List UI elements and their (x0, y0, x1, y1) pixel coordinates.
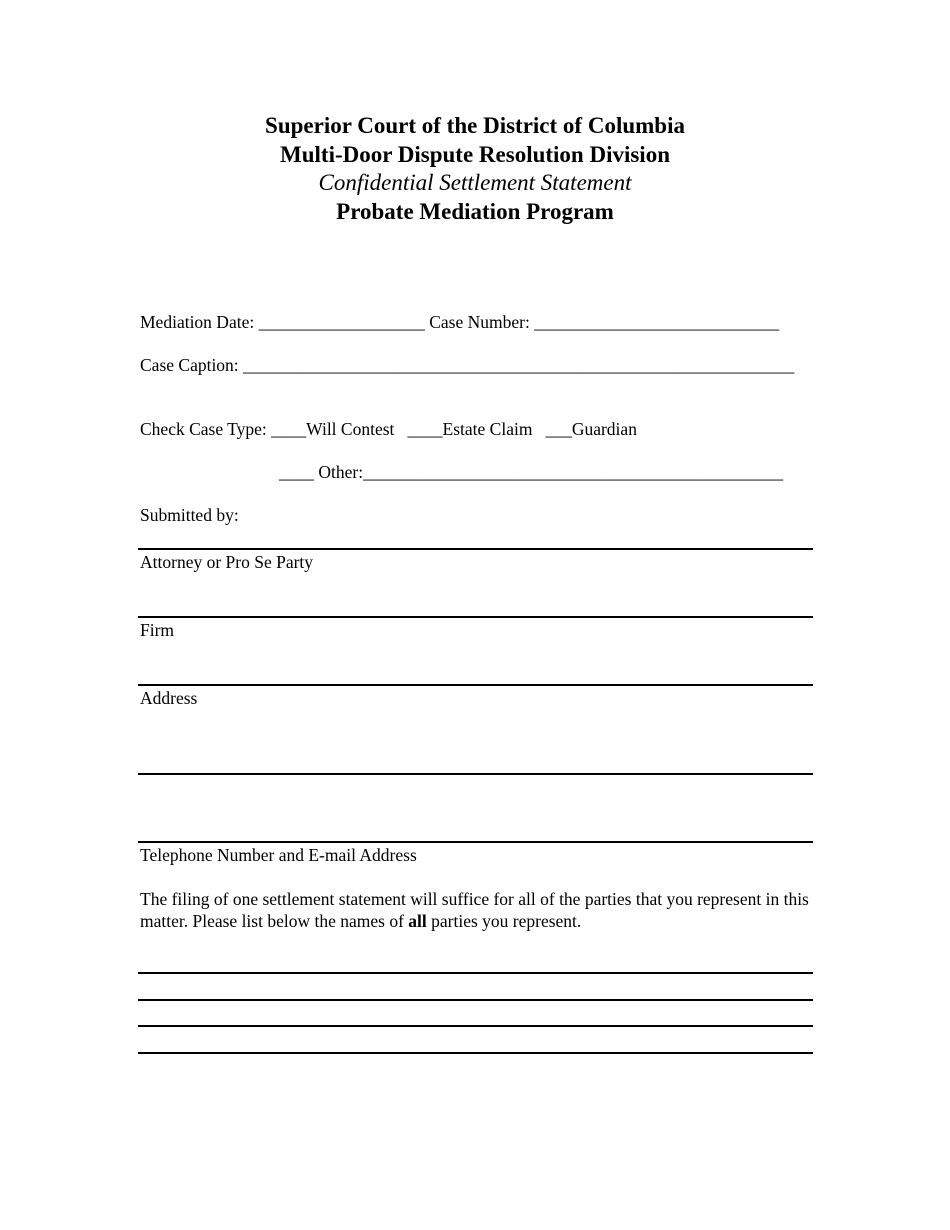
firm-line[interactable] (138, 616, 813, 618)
telephone-email-line[interactable] (138, 841, 813, 843)
instructions-emphasis: all (408, 911, 427, 931)
guardian-option[interactable]: ___Guardian (545, 419, 637, 439)
telephone-email-label: Telephone Number and E-mail Address (140, 845, 417, 865)
party-name-line[interactable] (138, 1052, 813, 1054)
attorney-label: Attorney or Pro Se Party (140, 552, 314, 572)
mediation-date-row (140, 312, 779, 332)
program-title: Probate Mediation Program (336, 198, 614, 224)
instructions-paragraph (140, 888, 820, 932)
instructions-text: The filing of one settlement statement will suffice for all of the parties that you represent in this matter. Please list below the names of (140, 889, 809, 931)
case-type-row (140, 419, 637, 439)
estate-claim-option[interactable]: ____Estate Claim (407, 419, 533, 439)
case-caption-field[interactable]: Case Caption: _______________________________________________________________ (140, 355, 795, 375)
mediation-date-field[interactable]: Mediation Date: ___________________ (140, 312, 425, 332)
party-name-line[interactable] (138, 999, 813, 1001)
division-title: Multi-Door Dispute Resolution Division (280, 141, 670, 167)
attorney-signature-line[interactable] (138, 548, 813, 550)
firm-label: Firm (140, 620, 175, 640)
instructions-text-end: parties you represent. (426, 911, 582, 931)
party-name-line[interactable] (138, 1025, 813, 1027)
address-line[interactable] (138, 684, 813, 686)
will-contest-option[interactable]: ____Will Contest (271, 419, 395, 439)
address-line-2[interactable] (138, 773, 813, 775)
document-header (0, 112, 950, 226)
check-case-type-label: Check Case Type: (140, 419, 267, 439)
party-name-line[interactable] (138, 972, 813, 974)
other-option[interactable]: ____ Other:________________________________________________ (279, 462, 784, 482)
case-number-field[interactable]: Case Number: ____________________________ (429, 312, 780, 332)
submitted-by-label: Submitted by: (140, 505, 239, 525)
document-type: Confidential Settlement Statement (318, 170, 632, 195)
address-label: Address (140, 688, 198, 708)
court-title: Superior Court of the District of Columbia (265, 113, 685, 138)
